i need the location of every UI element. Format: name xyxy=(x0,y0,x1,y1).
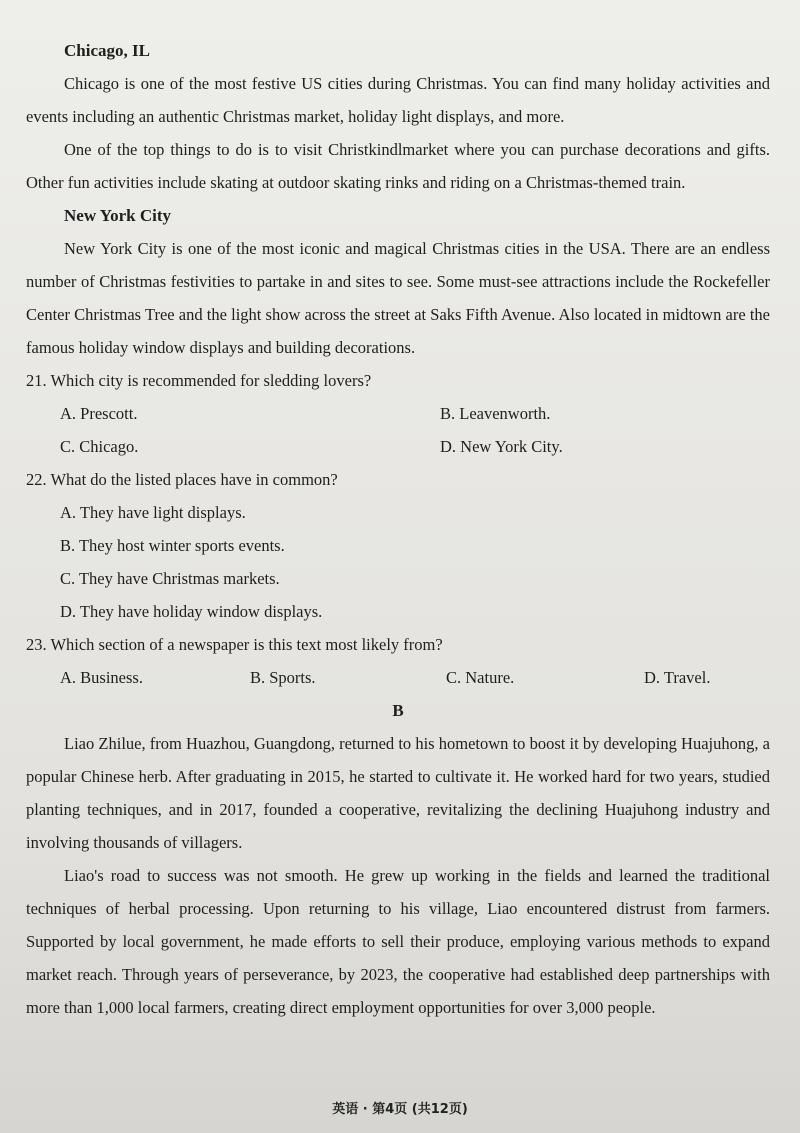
question-21-option-a: A. Prescott. xyxy=(60,404,138,423)
page-content xyxy=(26,34,770,1024)
question-22-options xyxy=(60,496,770,628)
question-23-options xyxy=(60,661,770,694)
question-21-stem: 21. Which city is recommended for sledding lovers? xyxy=(26,371,372,390)
question-23-stem: 23. Which section of a newspaper is this text most likely from? xyxy=(26,635,443,654)
nyc-heading: New York City xyxy=(64,206,172,225)
chicago-paragraph-2: One of the top things to do is to visit Christkindlmarket where you can purchase decorations and gifts. Other fun activities include skating at outdoor skating rinks and riding on a Christmas-themed train. xyxy=(26,140,770,192)
question-21-options xyxy=(60,397,770,463)
chicago-heading: Chicago, IL xyxy=(64,41,150,60)
question-21-option-d: D. New York City. xyxy=(440,437,563,456)
question-21-option-b: B. Leavenworth. xyxy=(440,404,551,423)
question-22-stem: 22. What do the listed places have in common? xyxy=(26,470,338,489)
question-21-option-c: C. Chicago. xyxy=(60,437,139,456)
question-23-option-c: C. Nature. xyxy=(446,668,515,687)
question-22-option-c: C. They have Christmas markets. xyxy=(60,569,280,588)
section-b-label: B xyxy=(392,701,404,720)
question-23-option-a: A. Business. xyxy=(60,668,143,687)
question-22-option-b: B. They host winter sports events. xyxy=(60,536,285,555)
question-22-option-d: D. They have holiday window displays. xyxy=(60,602,323,621)
section-b-paragraph-2: Liao's road to success was not smooth. He grew up working in the fields and learned the traditional techniques of herbal processing. Upon returning to his village, Liao encountered distrust from farmers. Supported by local government, he made efforts to sell their produce, employing various methods to expand market reach. Through years of perseverance, by 2023, the cooperative had established deep partnerships with more than 1,000 local farmers, creating direct employment opportunities for over 3,000 people. xyxy=(26,866,770,1017)
section-b-paragraph-1: Liao Zhilue, from Huazhou, Guangdong, returned to his hometown to boost it by developing Huajuhong, a popular Chinese herb. After graduating in 2015, he started to cultivate it. He worked hard for two years, studied planting techniques, and in 2017, founded a cooperative, revitalizing the declining Huajuhong industry and involving thousands of villagers. xyxy=(26,734,770,852)
question-23-option-b: B. Sports. xyxy=(250,668,316,687)
nyc-paragraph-1: New York City is one of the most iconic and magical Christmas cities in the USA. There are an endless number of Christmas festivities to partake in and sites to see. Some must-see attractions include the Rockefeller Center Christmas Tree and the light show across the street at Saks Fifth Avenue. Also located in midtown are the famous holiday window displays and building decorations. xyxy=(26,239,770,357)
page-footer: 英语 · 第4页 (共12页) xyxy=(332,1102,468,1117)
question-23-option-d: D. Travel. xyxy=(644,668,711,687)
question-22-option-a: A. They have light displays. xyxy=(60,503,246,522)
chicago-paragraph-1: Chicago is one of the most festive US cities during Christmas. You can find many holiday activities and events including an authentic Christmas market, holiday light displays, and more. xyxy=(26,74,770,126)
